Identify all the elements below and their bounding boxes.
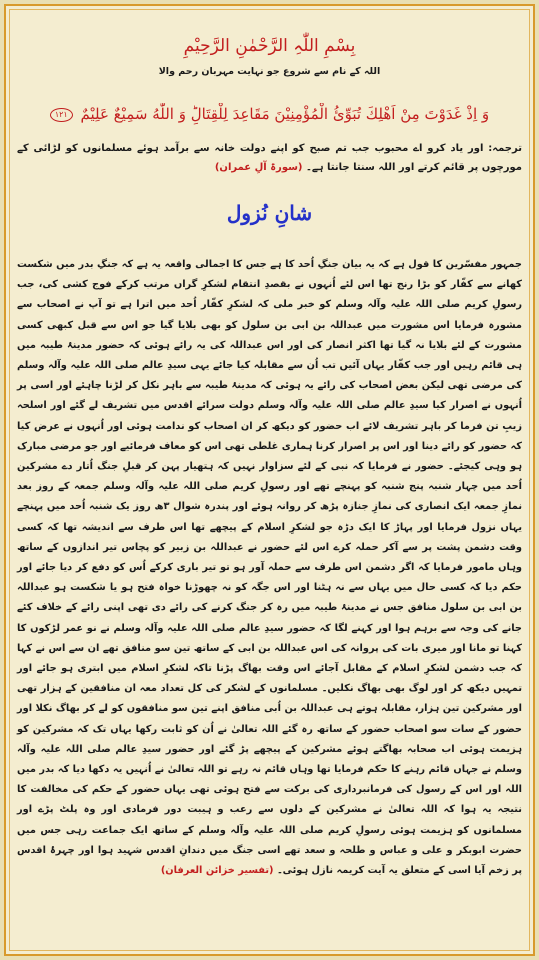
- body-paragraph: [17, 255, 522, 881]
- body-source: (تفسیر خزائن العرفان): [160, 865, 274, 877]
- translation-text: ترجمہ: اور یاد کرو اے محبوب جب تم صبح کو اپنے دولت خانہ سے برآمد ہوئے مسلمانوں کو لڑائی کے مورچوں پر قائم کرتے اور اللہ سنتا جانتا ہے۔: [17, 143, 522, 173]
- translation: [17, 139, 522, 177]
- page-frame: [4, 4, 535, 956]
- ayah-number: ۱۲۱: [50, 108, 73, 122]
- translation-reference: (سورۃ آلِ عمران): [214, 162, 303, 173]
- page-content: [13, 13, 526, 947]
- ayah-text: وَ اِذْ غَدَوْتَ مِنْ اَهْلِكَ تُبَوِّئُ الْمُؤْمِنِیْنَ مَقَاعِدَ لِلْقِتَالِؕ وَ اللّٰهُ سَمِیْعٌ عَلِیْمٌ: [80, 105, 490, 123]
- ayah: [13, 103, 526, 125]
- bismillah-translation: اللہ کے نام سے شروع جو نہایت مہربان رحم والا: [158, 66, 381, 77]
- body-text: جمہور مفسّرین کا قول ہے کہ یہ بیان جنگِ اُحد کا ہے جس کا اجمالی واقعہ یہ ہے کہ جنگِ بدر میں شکست کھانے سے کفّار کو بڑا رنج تھا اس لئے اُنہوں نے بقصدِ انتقام لشکرِ گراں مرتب کرکے فوج کشی کی، جب رسولِ کریم صلی اللہ علیہ وآلہ وسلم کو خبر ملی کہ لشکرِ کفّار اُحد میں اترا ہے تو آپ نے اصحاب سے مشورہ فرمایا اس مشورت میں عبداللہ بن ابی بن سلول کو بھی بلایا گیا جو اس سے قبل کبھی کسی مشورت کے لئے بلایا نہ گیا تھا اکثر انصار کی اور اس عبداللہ کی یہ رائے ہوئی کہ حضور مدینۂ طیبہ میں ہی قائم رہیں اور جب کفّار یہاں آئیں تب اُن سے مقابلہ کیا جائے یہی سیدِ عالم صلی اللہ علیہ وآلہ وسلم کی مرضی تھی لیکن بعض اصحاب کی رائے یہ ہوئی کہ مدینۂ طیبہ سے باہر نکل کر لڑنا چاہئے اور اسی پر اُنہوں نے اصرار کیا سیدِ عالم صلی اللہ علیہ وآلہ وسلم دولت سرائے اقدس میں تشریف لے گئے اور اسلحہ زیبِ تن فرما کر باہر تشریف لائے اب حضور کو دیکھ کر ان اصحاب کو ندامت ہوئی اور اُنہوں نے عرض کیا کہ حضور کو رائے دینا اور اس پر اصرار کرنا ہماری غلطی تھی اس کو معاف فرمائیے اور جو مرضی مبارک ہو وہی کیجئے۔ حضور نے فرمایا کہ نبی کے لئے سزاوار نہیں کہ ہتھیار پہن کر قبلِ جنگ اُتار دے مشرکین اُحد میں چہار شنبہ پنج شنبہ کو پہنچے تھے اور رسولِ کریم صلی اللہ علیہ وآلہ وسلم جمعہ کے روز بعد نمازِ جمعہ ایک انصاری کی نمازِ جنازہ پڑھ کر روانہ ہوئے اور پندرہ شوال ۳ھ روز یک شنبہ اُحد میں پہنچے یہاں نزول فرمایا اور پہاڑ کا ایک دڑہ جو لشکرِ اسلام کے پیچھے تھا اس طرف سے اندیشہ تھا کہ کسی وقت دشمن پشت پر سے آکر حملہ کرے اس لئے حضور نے عبداللہ بن زبیر کو پچاس تیر اندازوں کے ساتھ وہاں مامور فرمایا کہ اگر دشمن اس طرف سے حملہ آور ہو تو تیر باری کرکے اُس کو دفع کر دیا جائے اور حکم دیا کہ کسی حال میں یہاں سے نہ ہٹنا اور اس جگہ کو نہ چھوڑنا خواہ فتح ہو یا شکست ہو عبداللہ بن ابی بن سلول منافق جس نے مدینۂ طیبہ میں رہ کر جنگ کرنے کی رائے دی تھی اپنی رائے کے خلاف کئے جانے کی وجہ سے برہم ہوا اور کہنے لگا کہ حضور سیدِ عالم صلی اللہ علیہ وآلہ وسلم نے نو عمر لڑکوں کا کہنا تو مانا اور میری بات کی پروانہ کی اس عبداللہ بن ابی کے ساتھ تین سو منافق تھے ان سے اس نے کہا کہ جب دشمن لشکرِ اسلام کے مقابل آجائے اس وقت بھاگ پڑنا تاکہ لشکرِ اسلام میں ابتری ہو جائے اور تمہیں دیکھ کر اور لوگ بھی بھاگ نکلیں۔ مسلمانوں کے لشکر کی کل تعداد معہ ان منافقین کے ہزار تھی اور مشرکین تین ہزار، مقابلہ ہوتے ہی عبداللہ بن اُبی منافق اپنے تین سو منافقوں کو لے کر بھاگ نکلا اور حضور کے سات سو اصحاب حضور کے ساتھ رہ گئے اللہ تعالیٰ نے اُن کو ثابت رکھا یہاں تک کہ مشرکین کو ہزیمت ہوئی اب صحابہ بھاگتے ہوئے مشرکین کے پیچھے پڑ گئے اور حضور سیدِ عالم صلی اللہ علیہ وآلہ وسلم نے جہاں قائم رہنے کا حکم فرمایا تھا وہاں قائم نہ رہے تو اللہ تعالیٰ نے اُنہیں یہ دکھا دیا کہ بدر میں اللہ اور اس کے رسول کی فرمانبرداری کی برکت سے فتح ہوئی تھی یہاں حضور کے حکم کی مخالفت کا نتیجہ یہ ہوا کہ اللہ تعالیٰ نے مشرکین کے دلوں سے رعب و ہیبت دور فرمادی اور وہ پلٹ پڑے اور مسلمانوں کو ہزیمت ہوئی رسولِ کریم صلی اللہ علیہ وآلہ وسلم کے ساتھ ایک جماعت رہی جس میں حضرت ابوبکر و علی و عباس و طلحہ و سعد تھے اسی جنگ میں دندانِ اقدس شہید ہوا اور چہرۂ اقدس پر زخم آیا اسی کے متعلق یہ آیت کریمہ نازل ہوئی۔: [17, 259, 522, 877]
- bismillah: بِسْمِ اللّٰہِ الرَّحْمٰنِ الرَّحِیْمِ: [183, 36, 356, 56]
- section-heading: شانِ نُزول: [226, 201, 313, 225]
